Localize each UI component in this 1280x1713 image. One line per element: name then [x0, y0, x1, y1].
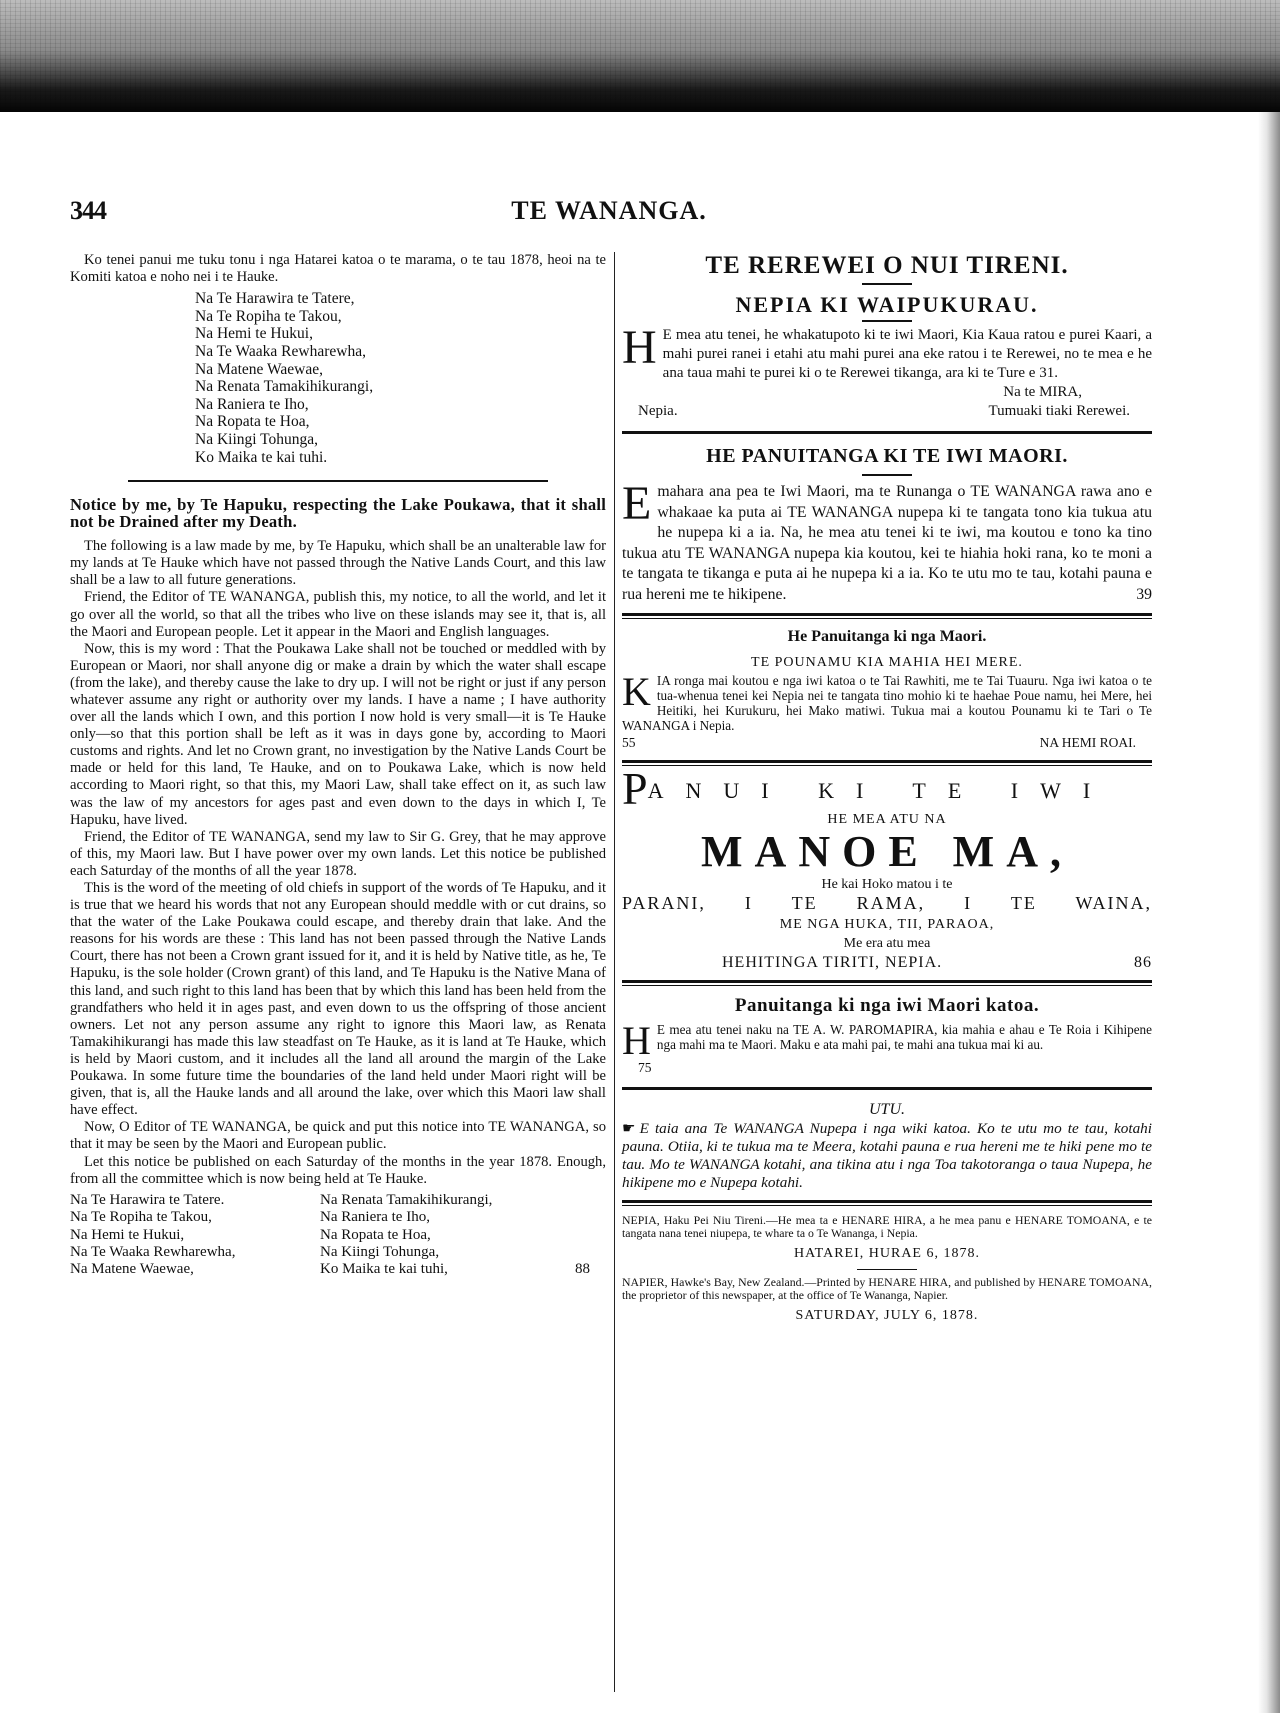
drop-cap: H: [622, 321, 657, 374]
manoe-name: MANOE MA,: [701, 827, 1073, 876]
greenstone-body-text: IA ronga mai koutou e nga iwi katoa o te Tai Rawhiti, me te Tai Tuauru. Nga iwi katoa o te tua-whenua tenei kei Nepia nei te tangata tino mohio ki te haehae Poue namu, hei Mere, hei Heitiki, hei Kurukuru, hei Mako matiwi. Tukua mai a koutou Pounamu ki te Tari o Te WANANGA i Nepia.: [622, 673, 1152, 733]
right-column: [622, 252, 1152, 1325]
signature-line: Na Kiingi Tohunga,: [320, 1243, 440, 1260]
notice-paragraph: Now, O Editor of TE WANANGA, be quick and put this notice into TE WANANGA, so that it may be seen by the Maori and European public.: [70, 1119, 606, 1153]
price-body: [622, 1120, 1152, 1192]
left-column: [70, 252, 606, 1279]
advert-number: 88: [575, 1261, 590, 1278]
manoe-goods: PARANI, I TE RAMA, I TE WAINA,: [622, 893, 1152, 913]
advert-number: 75: [638, 1060, 652, 1075]
greenstone-subtitle: TE POUNAMU KIA MAHIA HEI MERE.: [751, 655, 1023, 670]
lawyer-title: Panuitanga ki nga iwi Maori katoa.: [734, 995, 1040, 1016]
signature-line: Na Matene Waewae,: [195, 360, 323, 378]
signature-line: Na Hemi te Hukui,: [70, 1226, 185, 1243]
railway-role: Tumuaki tiaki Rerewei.: [988, 403, 1130, 419]
greenstone-footer: [622, 733, 1152, 752]
price-notice: [622, 1100, 1152, 1192]
ornament-rule: [862, 474, 912, 476]
newspaper-page: [64, 190, 1154, 1323]
signature-line: Na Te Harawira te Tatere,: [195, 290, 355, 308]
railway-title: TE REREWEI O NUI TIRENI.: [705, 252, 1069, 279]
manoe-advert: [622, 763, 1152, 972]
signature-line: Na Hemi te Hukui,: [195, 325, 313, 343]
signature-line: Na Te Ropiha te Takou,: [195, 307, 342, 325]
notice-paragraph: Friend, the Editor of TE WANANGA, publish this, my notice, to all the world, and let it go over all the world, so that all the tribes who live on these islands may see it, that is, all the Maori and European people. Let it appear in the Maori and English languages.: [70, 589, 606, 640]
section-divider: [622, 760, 1152, 766]
signature-line: Ko Maika te kai tuhi,: [320, 1261, 448, 1278]
subscription-title: HE PANUITANGA KI TE IWI MAORI.: [706, 445, 1068, 467]
manoe-goods-2: ME NGA HUKA, TII, PARAOA,: [779, 917, 995, 932]
greenstone-body: [622, 669, 1152, 733]
price-body-text: E taia ana Te WANANGA Nupepa i nga wiki katoa. Ko te utu mo te tau, kotahi pauna. Otiia, ki te tukua ma te Meera, kotahi pauna e rua hereni me te hiki pene mo te tau. Mo te WANANGA kotahi, ana tikina atu i nga Toa takotoranga o taua Nupepa, he hikipene mo e Nupepa kotahi.: [622, 1120, 1152, 1191]
greenstone-signer: NA HEMI ROAI.: [1039, 735, 1136, 750]
manoe-footer: [622, 953, 1152, 972]
notice-paragraph: Now, this is my word : That the Poukawa Lake shall not be touched or meddled with by European or Maori, nor shall anyone dig or make a drain by which the water shall escape (from the lake), and thereby cause the lake to dry up. I will not be right or just if any person whatever assume any right or authority over my lands. I have a name ; I have authority over all the lands which I own, and this portion I now hold is very small—it is Te Hauke only—so that this portion shall be left as it was in days gone by, according to Maori customs and rights. And let no Crown grant, no investigation by the Native Lands Court be made or held for this land, Te Hauke, and on to Poukawa Lake, which is now held according to Maori right, so that this, my Maori Law, shall take effect on it, as such law was the law of my ancestors for ages past and even down to the days in which I, Te Hapuku, have lived.: [70, 640, 606, 828]
railway-footer: [622, 402, 1152, 421]
railway-body: [622, 321, 1152, 383]
manoe-street: HEHITINGA TIRITI, NEPIA.: [722, 954, 943, 971]
signature-line: Na Raniera te Iho,: [195, 395, 309, 413]
advert-number: 55: [622, 735, 636, 750]
signature-row-last: [320, 1261, 590, 1278]
railway-place: Nepia.: [638, 403, 678, 419]
signature-line: Na Renata Tamakihikurangi,: [195, 378, 374, 396]
greenstone-notice: [622, 627, 1152, 752]
railway-subtitle: NEPIA KI WAIPUKURAU.: [735, 292, 1039, 317]
signature-line: Na Te Waaka Rewharewha,: [195, 342, 366, 360]
manoe-era: Me era atu mea: [843, 936, 931, 951]
ornament-rule: [862, 283, 912, 285]
manoe-mea-atu: HE MEA ATU NA: [827, 812, 947, 827]
imprint-maori: NEPIA, Haku Pei Niu Tireni.—He mea ta e HENARE HIRA, a he mea panu e HENARE TOMOANA, e te tangata nana tenei niupepa, te whare ta o Te Wananga, i Nepia.: [622, 1213, 1152, 1240]
scan-right-edge: [1258, 112, 1280, 1713]
committee-signatures: [195, 290, 606, 466]
lawyer-notice: [622, 994, 1152, 1077]
signature-line: Na Te Ropiha te Takou,: [70, 1209, 212, 1226]
lawyer-body-text: E mea atu tenei naku na TE A. W. PAROMAPIRA, kia mahia e ahau e Te Roia i Kihipene nga mahi ma te Maori. Maku e ata mahi pai, te mahi ana tukua mai ki au.: [656, 1022, 1152, 1052]
subscription-notice: [622, 444, 1152, 605]
imprint: [622, 1214, 1152, 1325]
notice-title: Notice by me, by Te Hapuku, respecting the Lake Poukawa, that it shall not be Drained after my Death.: [70, 495, 606, 532]
railway-notice: [622, 252, 1152, 421]
signature-line: Na Ropata te Hoa,: [320, 1226, 431, 1243]
page-header: [64, 190, 1154, 230]
signature-line: Na Raniera te Iho,: [320, 1209, 430, 1226]
signature-line: Na Matene Waewae,: [70, 1261, 194, 1278]
notice-paragraph: This is the word of the meeting of old chiefs in support of the words of Te Hapuku, and it is true that we heard his words that not any European should meddle with or cut drains, so that the water of the Lake Poukawa could escape, and thereby drain that lake. And the reasons for his words are these : This land has not been passed through the Native Lands Court, there has not been a Crown grant issued for it, and it is held by Native title, as he, Te Hapuku, is the sole holder (Crown grant) of this land, and Te Hapuku is the Native Mana of this land, and such right to this land has been that by which this land has been held from the grandfathers who held it in ages past, and even down to us the offspring of those ancient owners. Let not any person assume any right to ignore this Maori law, as Renata Tamakihikurangi has made this law steadfast on Te Hauke, as it is land at Te Hauke, which is held by Maori custom, and it includes all the land all around the margin of the Lake Poukawa. In some future time the boundaries of the land held under Maori right will be given, that is, all the Hauke lands and all around the lake, over which this Maori law shall have effect.: [70, 880, 606, 1119]
section-divider: [622, 980, 1152, 986]
section-divider: [622, 1200, 1152, 1206]
signature-line: Na Te Harawira te Tatere.: [70, 1191, 225, 1208]
manoe-panui-rest: ANUI KI TE IWI: [647, 778, 1113, 803]
drop-cap: E: [622, 477, 652, 530]
imprint-maori-date: HATAREI, HURAE 6, 1878.: [794, 1246, 980, 1261]
signature-line: Na Te Waaka Rewharewha,: [70, 1243, 236, 1260]
manoe-hoko: He kai Hoko matou i te: [821, 877, 953, 892]
section-divider: [128, 480, 548, 482]
section-divider: [622, 431, 1152, 434]
notice-paragraph: Friend, the Editor of TE WANANGA, send my law to Sir G. Grey, that he may approve of this, my Maori law. But I have power over my own lands. Let this notice be published each Saturday of the months of all the year 1878.: [70, 828, 606, 879]
greenstone-title: He Panuitanga ki nga Maori.: [787, 628, 987, 645]
section-divider: [622, 1087, 1152, 1090]
drop-cap: H: [622, 1018, 651, 1063]
railway-body-text: E mea atu tenei, he whakatupoto ki te iwi Maori, Kia Kaua ratou e purei Kaari, a mahi purei ranei i etahi atu mahi purei ana eke ratou i te Rerewei, no te mea e he ana taua mahi te purei ki o te Rerewei tikanga, ara ki te Ture e 31.: [662, 327, 1152, 381]
signature-line: Na Ropata te Hoa,: [195, 413, 310, 431]
drop-cap: K: [622, 669, 651, 714]
pointing-hand-icon: ☛: [622, 1120, 636, 1137]
imprint-english-date: SATURDAY, JULY 6, 1878.: [795, 1308, 979, 1323]
subscription-body-text: mahara ana pea te Iwi Maori, ma te Runanga o TE WANANGA rawa ano e whakaae ka puta ai TE WANANGA nupepa ki te tangata tono kia tukua atu he nupepa ki a ia. Na, he mea atu tenei ki te iwi, ma koutou e tono ka tino tukua atu TE WANANGA nupepa kia koutou, kei te hiahia hoki rana, ko te moni a te tangata te tikanga e puta ai he nupepa ki a ia. Ko te utu mo te tau, kotahi pauna e rua hereni me te hikipene.: [622, 483, 1152, 603]
notice-paragraph: The following is a law made by me, by Te Hapuku, which shall be an unalterable law for my lands at Te Hauke which have not passed through the Native Lands Court, and this law shall be a law to all future generations.: [70, 538, 606, 589]
subscription-body: [622, 477, 1152, 605]
column-rule: [614, 252, 615, 1692]
lawyer-body: [622, 1018, 1152, 1063]
advert-number: 86: [1134, 954, 1152, 971]
notice-paragraph: Let this notice be published on each Saturday of the months in the year 1878. Enough, from all the committee which is now being held at Te Hauke.: [70, 1153, 606, 1187]
notice-signatures: [70, 1192, 606, 1279]
committee-intro: Ko tenei panui me tuku tonu i nga Hatarei katoa o te marama, o te tau 1878, heoi na te Komiti katoa e noho nei i te Hauke.: [70, 252, 606, 286]
imprint-rule: [857, 1269, 917, 1270]
scan-top-edge: [0, 0, 1280, 112]
imprint-english: NAPIER, Hawke's Bay, New Zealand.—Printed by HENARE HIRA, and published by HENARE TOMOANA, the proprietor of this newspaper, at the office of Te Wananga, Napier.: [622, 1275, 1152, 1302]
signature-line: Na Kiingi Tohunga,: [195, 430, 319, 448]
masthead: TE WANANGA.: [511, 196, 707, 225]
section-divider: [622, 613, 1152, 619]
price-title: UTU.: [868, 1101, 905, 1118]
signature-line: Na Renata Tamakihikurangi,: [320, 1191, 493, 1208]
signature-line: Ko Maika te kai tuhi.: [195, 448, 328, 466]
ornament-rule: [862, 320, 912, 322]
page-number: 344: [70, 196, 106, 225]
manoe-panui: PANUI KI TE IWI: [622, 763, 1113, 814]
advert-number: 39: [1136, 585, 1152, 603]
railway-signer: Na te MIRA,: [1003, 384, 1082, 400]
